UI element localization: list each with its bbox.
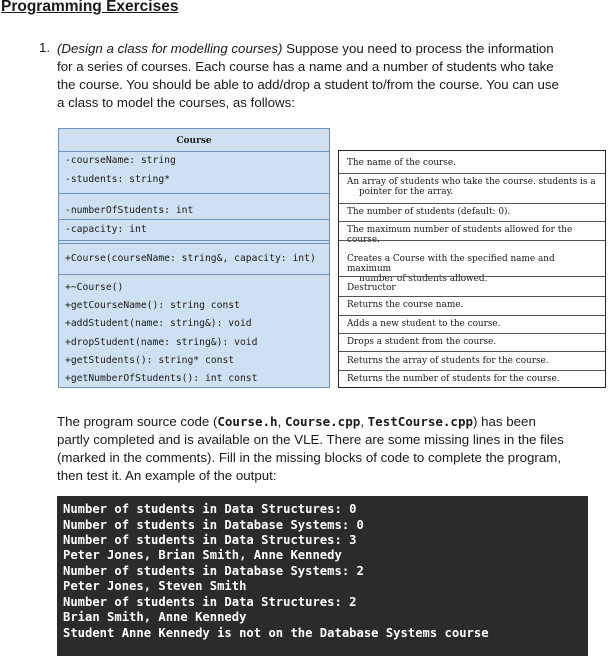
console-output xyxy=(57,496,588,656)
console-line: Number of students in Database Systems: 2 xyxy=(63,564,364,578)
uml-class-name: Course xyxy=(59,129,329,152)
uml-field: -students: string* xyxy=(65,174,170,185)
exercise-intro-italic: (Design a class for modelling courses) xyxy=(57,41,283,56)
uml-method: +getNumberOfStudents(): int const xyxy=(65,373,258,384)
description-divider xyxy=(339,276,605,277)
description-divider xyxy=(339,296,605,297)
uml-method: +Course(courseName: string&, capacity: int) xyxy=(65,253,316,264)
description-row: Returns the course name. xyxy=(347,300,464,310)
uml-method: +dropStudent(name: string&): void xyxy=(65,337,258,348)
description-row: Creates a Course with the specified name and maximum number of students allowed. xyxy=(347,254,555,284)
description-row: The name of the course. xyxy=(347,158,456,168)
description-row: The number of students (default: 0). xyxy=(347,207,511,217)
uml-method: +getCourseName(): string const xyxy=(65,300,240,311)
uml-method: +~Course() xyxy=(65,282,124,293)
description-divider xyxy=(339,203,605,204)
description-row: Drops a student from the course. xyxy=(347,337,497,347)
description-divider xyxy=(339,315,605,316)
uml-section-divider xyxy=(59,243,329,244)
console-line: Student Anne Kennedy is not on the Database Systems course xyxy=(63,626,489,640)
console-line: Peter Jones, Steven Smith xyxy=(63,579,247,593)
description-row: Returns the array of students for the course. xyxy=(347,356,549,366)
filename-testcourse-cpp: TestCourse.cpp xyxy=(367,414,473,429)
filename-course-h: Course.h xyxy=(217,414,278,429)
description-divider xyxy=(339,351,605,352)
uml-field: -capacity: int xyxy=(65,224,147,235)
filename-course-cpp: Course.cpp xyxy=(284,414,361,429)
instructions-paragraph: The program source code (Course.h, Course.cpp, TestCourse.cpp) has been partly completed and is available on the VLE. There are some missing lines in the files (marked in the comments). Fill in the missing blocks of code to complete the program, then test it. An example of the output: xyxy=(57,414,564,483)
console-line: Number of students in Database Systems: 0 xyxy=(63,518,364,532)
description-divider xyxy=(339,333,605,334)
console-line: Number of students in Data Structures: 3 xyxy=(63,533,357,547)
description-divider xyxy=(339,370,605,371)
description-row: The maximum number of students allowed for the course. xyxy=(347,225,573,245)
description-box xyxy=(338,150,606,388)
exercise-intro-text: Suppose you need to process the information for a series of courses. Each course has a name and a number of students who take the course. You should be able to add/drop a student to/from the course. You can use a class to model the courses, as follows: xyxy=(57,41,559,110)
description-row: Adds a new student to the course. xyxy=(347,319,501,329)
uml-row-divider xyxy=(59,219,329,220)
console-line: Number of students in Data Structures: 0 xyxy=(63,502,357,516)
description-row: An array of students who take the course. students is a pointer for the array. xyxy=(347,177,596,197)
uml-method: +getStudents(): string* const xyxy=(65,355,235,366)
description-row: Returns the number of students for the course. xyxy=(347,374,560,384)
console-line: Number of students in Data Structures: 2 xyxy=(63,595,357,609)
page-title: Programming Exercises xyxy=(1,0,179,15)
console-line: Brian Smith, Anne Kennedy xyxy=(63,610,247,624)
description-divider xyxy=(339,240,605,241)
console-line: Peter Jones, Brian Smith, Anne Kennedy xyxy=(63,548,342,562)
uml-row-divider xyxy=(59,193,329,194)
uml-field: -numberOfStudents: int xyxy=(65,205,194,216)
exercise-number: 1. xyxy=(39,40,51,55)
uml-class-diagram xyxy=(58,128,330,388)
uml-method: +addStudent(name: string&): void xyxy=(65,318,252,329)
description-divider xyxy=(339,173,605,174)
uml-field: -courseName: string xyxy=(65,155,176,166)
uml-section-divider xyxy=(59,240,329,241)
description-divider xyxy=(339,221,605,222)
exercise-intro xyxy=(57,40,569,112)
uml-row-divider xyxy=(59,274,329,275)
description-row: Destructor xyxy=(347,283,396,293)
